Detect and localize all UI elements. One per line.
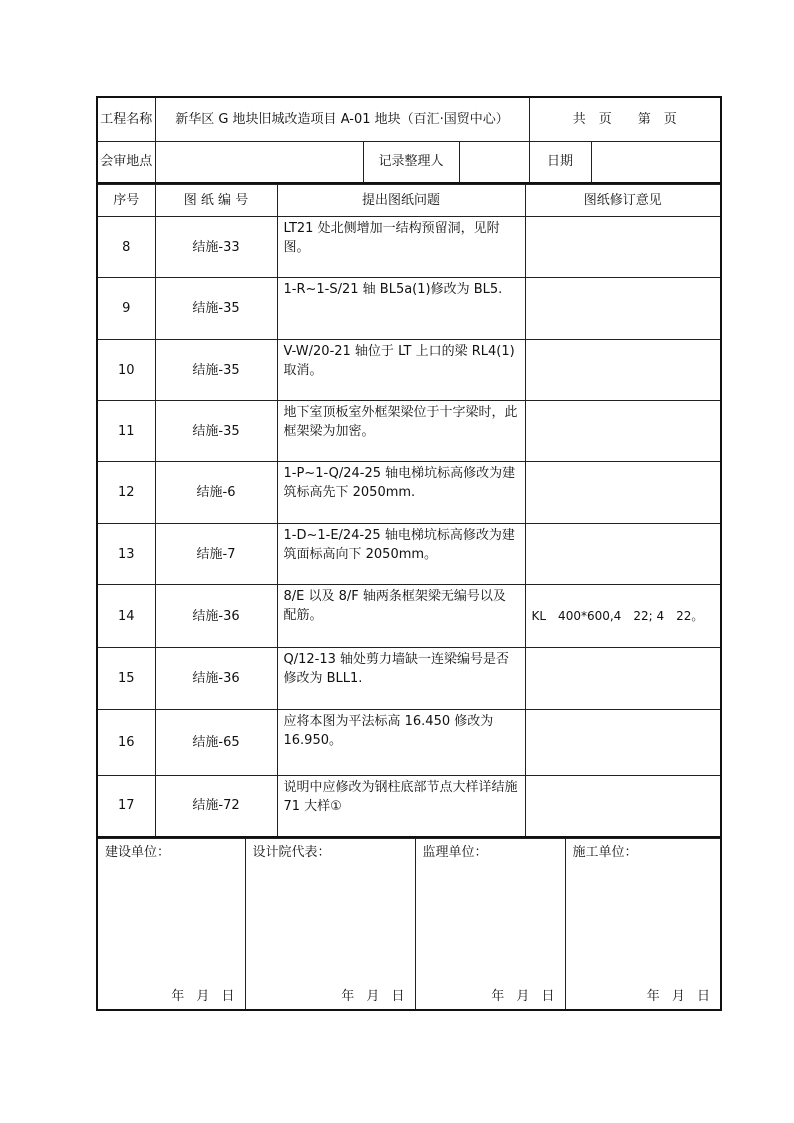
row-seq: 16 (97, 710, 155, 776)
col-drawing: 图 纸 编 号 (155, 185, 277, 217)
table-row (97, 524, 721, 585)
project-label: 工程名称 (97, 97, 155, 141)
row-revision (525, 401, 721, 462)
row-drawing: 结施-36 (155, 585, 277, 648)
row-issue: 1-D~1-E/24-25 轴电梯坑标高修改为建筑面标高向下 2050mm。 (277, 524, 525, 585)
table-row (97, 710, 721, 776)
row-drawing: 结施-35 (155, 401, 277, 462)
table-row (97, 278, 721, 340)
row-revision (525, 710, 721, 776)
date-label: 日期 (529, 141, 591, 183)
row-issue: LT21 处北侧增加一结构预留洞，见附图。 (277, 217, 525, 278)
row-seq: 9 (97, 278, 155, 340)
row-revision (525, 462, 721, 524)
sig-label: 施工单位： (572, 844, 638, 860)
signature-table (96, 838, 722, 1011)
row-issue: 说明中应修改为钢柱底部节点大样详结施 71 大样① (277, 776, 525, 837)
issues-table (96, 184, 722, 838)
review-table (96, 96, 722, 184)
row-drawing: 结施-33 (155, 217, 277, 278)
row-seq: 10 (97, 340, 155, 401)
row-drawing: 结施-7 (155, 524, 277, 585)
sig-date: 年 月 日 (491, 988, 555, 1004)
row-issue: 1-P~1-Q/24-25 轴电梯坑标高修改为建筑标高先下 2050mm. (277, 462, 525, 524)
page-info: 共 页 第 页 (529, 97, 721, 141)
sig-label: 设计院代表： (252, 844, 331, 860)
col-seq: 序号 (97, 185, 155, 217)
table-row (97, 217, 721, 278)
row-revision: KL 400*600,4 22; 4 22。 (525, 585, 721, 648)
row-seq: 8 (97, 217, 155, 278)
column-header-row (97, 185, 721, 217)
table-row (97, 776, 721, 837)
location-value (155, 141, 363, 183)
sig-supervisor (415, 838, 565, 1010)
row-drawing: 结施-65 (155, 710, 277, 776)
table-row (97, 585, 721, 648)
table-row (97, 401, 721, 462)
row-issue: 8/E 以及 8/F 轴两条框架梁无编号以及配筋。 (277, 585, 525, 648)
row-revision (525, 776, 721, 837)
header-row-project (97, 97, 721, 141)
sig-date: 年 月 日 (341, 988, 405, 1004)
row-issue: 地下室顶板室外框架梁位于十字梁时，此框架梁为加密。 (277, 401, 525, 462)
col-revision: 图纸修订意见 (525, 185, 721, 217)
table-row (97, 462, 721, 524)
row-seq: 17 (97, 776, 155, 837)
row-issue: 应将本图为平法标高 16.450 修改为 16.950。 (277, 710, 525, 776)
sig-owner (97, 838, 245, 1010)
sig-label: 建设单位： (105, 844, 171, 860)
row-seq: 11 (97, 401, 155, 462)
project-name: 新华区 G 地块旧城改造项目 A-01 地块（百汇·国贸中心） (155, 97, 529, 141)
date-value (591, 141, 721, 183)
row-issue: 1-R~1-S/21 轴 BL5a(1)修改为 BL5. (277, 278, 525, 340)
col-issue: 提出图纸问题 (277, 185, 525, 217)
sig-contractor (565, 838, 721, 1010)
review-record-sheet (96, 96, 720, 1011)
sig-designer (245, 838, 415, 1010)
row-revision (525, 524, 721, 585)
row-drawing: 结施-72 (155, 776, 277, 837)
location-label: 会审地点 (97, 141, 155, 183)
row-issue: Q/12-13 轴处剪力墙缺一连梁编号是否修改为 BLL1. (277, 648, 525, 710)
row-revision (525, 340, 721, 401)
recorder-value (459, 141, 529, 183)
row-seq: 14 (97, 585, 155, 648)
table-row (97, 340, 721, 401)
row-drawing: 结施-36 (155, 648, 277, 710)
row-drawing: 结施-35 (155, 340, 277, 401)
recorder-label: 记录整理人 (363, 141, 459, 183)
sig-date: 年 月 日 (171, 988, 235, 1004)
row-revision (525, 278, 721, 340)
sig-date: 年 月 日 (646, 988, 710, 1004)
row-revision (525, 217, 721, 278)
row-seq: 13 (97, 524, 155, 585)
row-drawing: 结施-6 (155, 462, 277, 524)
row-revision (525, 648, 721, 710)
row-seq: 15 (97, 648, 155, 710)
row-seq: 12 (97, 462, 155, 524)
table-row (97, 648, 721, 710)
header-row-meeting (97, 141, 721, 183)
row-issue: V-W/20-21 轴位于 LT 上口的梁 RL4(1)取消。 (277, 340, 525, 401)
issue-rows (97, 217, 721, 837)
row-drawing: 结施-35 (155, 278, 277, 340)
sig-label: 监理单位： (422, 844, 488, 860)
signature-row (97, 838, 721, 1010)
